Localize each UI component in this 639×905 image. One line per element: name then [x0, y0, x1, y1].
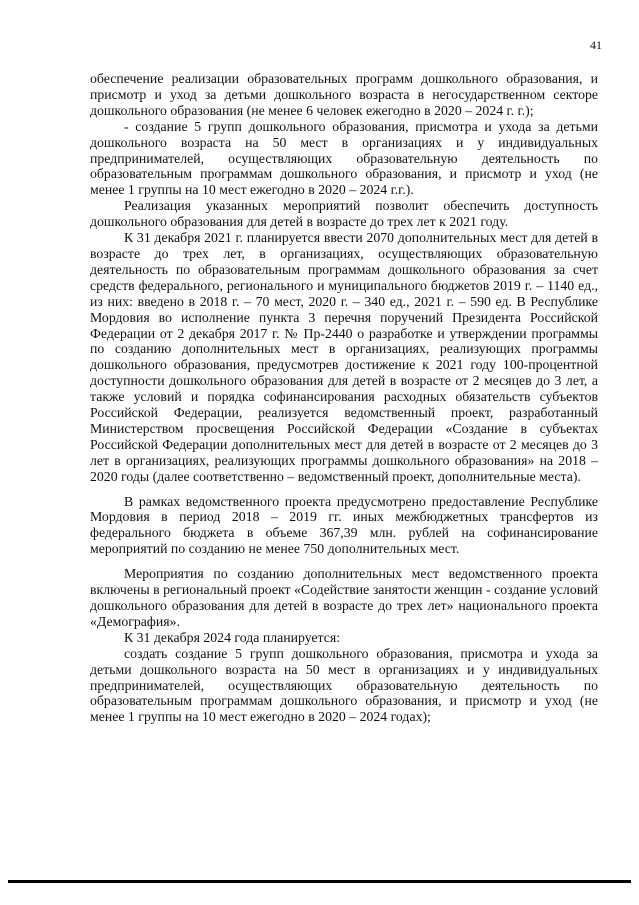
document-body	[90, 71, 598, 725]
paragraph-accessibility: Реализация указанных мероприятий позволит обеспечить доступность дошкольного образования для детей в возрасте до трех лет к 2021 году.	[90, 198, 598, 230]
paragraph-departmental-project: В рамках ведомственного проекта предусмотрено предоставление Республике Мордовия в период 2018 – 2019 гг. иных межбюджетных трансфертов из федерального бюджета в объеме 367,39 млн. рублей на софинансирование мероприятий по созданию не менее 750 дополнительных мест.	[90, 493, 598, 557]
page-number: 41	[590, 38, 602, 52]
bottom-border-line	[8, 880, 631, 883]
paragraph-regional-project: Мероприятия по созданию дополнительных мест ведомственного проекта включены в региональный проект «Содействие занятости женщин - создание условий дошкольного образования для детей в возрасте до трех лет» национального проекта «Демография».	[90, 566, 598, 629]
paragraph-plan-2024-heading: К 31 декабря 2024 года планируется:	[124, 629, 341, 645]
paragraph-continuation: обеспечение реализации образовательных программ дошкольного образования, и присмотр и уход за детьми дошкольного возраста в негосударственном секторе дошкольного образования (не менее 6 человек ежегодно в 2020 – 2024 г. г.);	[90, 71, 598, 118]
paragraph-plan-2021: К 31 декабря 2021 г. планируется ввести 2070 дополнительных мест для детей в возрасте до трех лет, в организациях, осуществляющих образовательную деятельность по образовательным программам дошкольного образования за счет средств федерального, регионального и муниципального бюджетов 2019 г. – 1140 ед., из них: введено в 2018 г. – 70 мест, 2020 г. – 340 ед., 2021 г. – 590 ед. В Республике Мордовия во исполнение пункта 3 перечня поручений Президента Российской Федерации от 2 декабря 2017 г. № Пр-2440 о разработке и утверждении программы по созданию дополнительных мест в организациях, реализующих программы дошкольного образования, предусмотрев достижение к 2021 году 100-процентной доступности дошкольного образования для детей в возрасте от 2 месяцев до 3 лет, а также условий и порядка софинансирования расходных обязательств субъектов Российской Федерации, реализуется ведомственный проект, разработанный Министерством просвещения Российской Федерации «Создание в субъектах Российской Федерации дополнительных мест для детей в возрасте от 2 месяцев до 3 лет в организациях, реализующих программы дошкольного образования» на 2018 – 2020 годы (далее соответственно – ведомственный проект, дополнительные места).	[90, 230, 598, 484]
paragraph-plan-2024-item: создать создание 5 групп дошкольного образования, присмотра и ухода за детьми дошкольного возраста на 50 мест в организациях и у индивидуальных предпринимателей, осуществляющих образовательную деятельность по образовательным программам дошкольного образования, и присмотр и уход (не менее 1 группы на 10 мест ежегодно в 2020 – 2024 годах);	[90, 645, 598, 725]
paragraph-list-item: - создание 5 групп дошкольного образования, присмотра и ухода за детьми дошкольного возраста на 50 мест в организациях и у индивидуальных предпринимателей, осуществляющих образовательную деятельность по образовательным программам дошкольного образования, и присмотр и уход (не менее 1 группы на 10 мест ежегодно в 2020 – 2024 г.г.).	[90, 118, 598, 198]
